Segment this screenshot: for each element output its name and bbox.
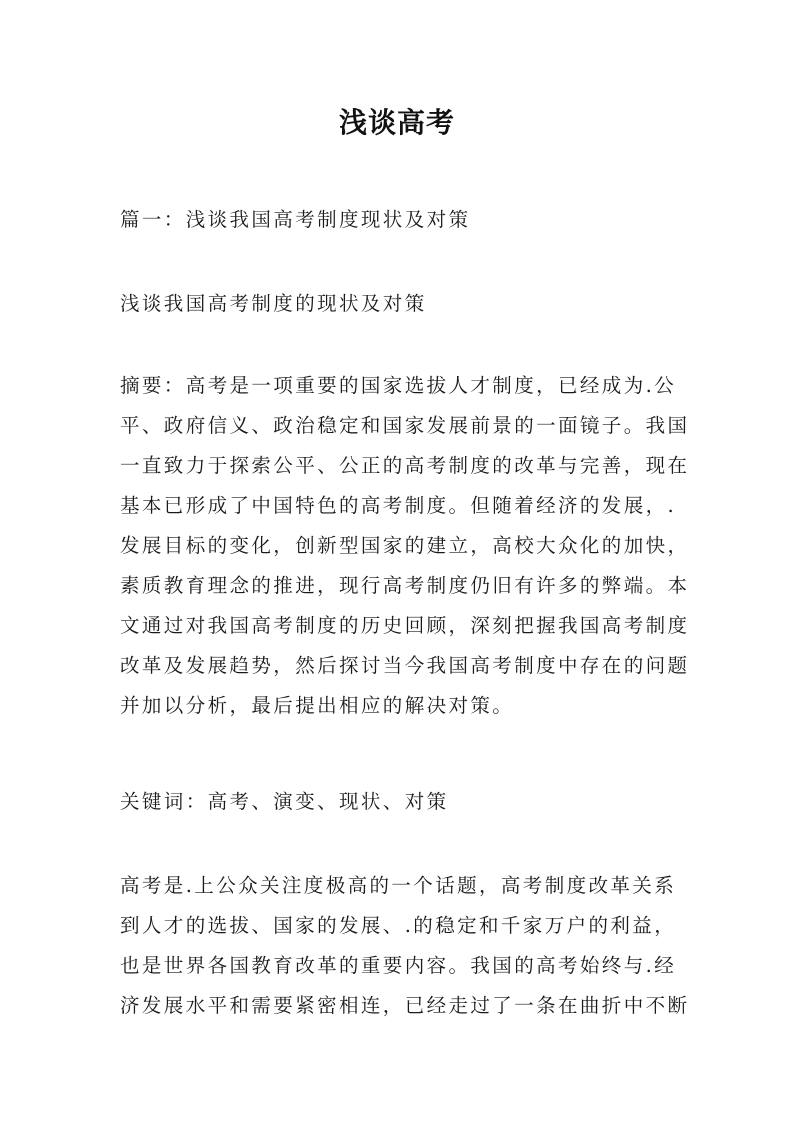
body-line: 济发展水平和需要紧密相连，已经走过了一条在曲折中不断 xyxy=(120,994,690,1017)
subtitle: 浅谈我国高考制度的现状及对策 xyxy=(120,292,427,315)
abstract-line: 素质教育理念的推进，现行高考制度仍旧有许多的弊端。本 xyxy=(120,574,690,597)
abstract-line: 摘要：高考是一项重要的国家选拔人才制度，已经成为.公 xyxy=(120,374,677,397)
abstract-line: 平、政府信义、政治稳定和国家发展前景的一面镜子。我国 xyxy=(120,414,690,437)
abstract-line: 改革及发展趋势，然后探讨当今我国高考制度中存在的问题 xyxy=(120,654,690,677)
document-title: 浅谈高考 xyxy=(338,106,455,139)
keywords-line: 关键词：高考、演变、现状、对策 xyxy=(120,790,449,813)
body-line: 高考是.上公众关注度极高的一个话题，高考制度改革关系 xyxy=(120,874,677,897)
body-line: 到人才的选拔、国家的发展、.的稳定和千家万户的利益， xyxy=(120,914,677,937)
abstract-line: 文通过对我国高考制度的历史回顾，深刻把握我国高考制度 xyxy=(120,614,690,637)
abstract-line: 发展目标的变化，创新型国家的建立，高校大众化的加快， xyxy=(120,534,690,557)
abstract-line: 并加以分析，最后提出相应的解决对策。 xyxy=(120,694,515,717)
abstract-line: 一直致力于探索公平、公正的高考制度的改革与完善，现在 xyxy=(120,454,690,477)
body-line: 也是世界各国教育改革的重要内容。我国的高考始终与.经 xyxy=(120,954,677,977)
abstract-line: 基本已形成了中国特色的高考制度。但随着经济的发展，. xyxy=(120,494,677,517)
section-heading: 篇一：浅谈我国高考制度现状及对策 xyxy=(120,208,471,231)
